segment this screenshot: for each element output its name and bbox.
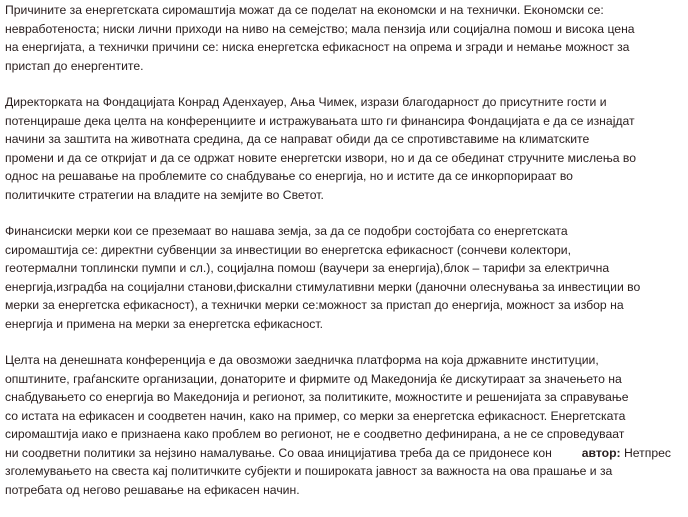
text-line: Финансиски мерки кои се преземаат во нашава земја, за да се подобри состојбата со енергетската (5, 224, 568, 238)
text-line: Целта на денешната конференција е да овозможи заедничка платформа на која државните институции, (5, 353, 599, 367)
text-line: Причините за енергетската сиромаштија можат да се поделат на економски и на технички. Економски се: (5, 3, 604, 17)
text-line: со истата на ефикасен и соодветен начин, како на пример, со мерки за енергетска ефикасност. Енергетската (5, 408, 626, 423)
text-line: промени и да се откријат и да се одржат новите енергетски извори, но и да се обединат стручните мислења во (5, 150, 637, 165)
author-label: автор: (581, 446, 621, 460)
text-line: невработеноста; ниски лични приходи на ниво на семејство; мала пензија или социјална помош и висока цена (5, 21, 635, 36)
text-line: однос на решавање на проблемите со снабдување со енергија, но и истите да се инкорпорираат во (5, 169, 573, 183)
text-line: снабдувањето со енергија во Македонија и регионот, за политиките, можностите и решенијата за справување (5, 390, 629, 404)
text-line: мерки за енергетска ефикасност), а технички мерки се:можност за пристап до енергија, можност за избор на (5, 298, 624, 312)
text-line: ни соодветни политики за нејзино намалување. Со оваа иницијатива треба да се придонесе кон (5, 445, 552, 460)
text-line: сиромаштија иако е признаена како проблем во регионот, не е соодветно дефинирана, а не се спроведуваат (5, 427, 625, 441)
text-line: општините, граѓанските организации, донаторите и фирмите од Македонија ќе дискутираат за значењето на (5, 371, 622, 386)
text-line: пристап до енергентите. (5, 58, 144, 73)
text-line: Директорката на Фондацијата Конрад Аденхауер, Ања Чимек, изрази благодарност до присутните гости и (5, 95, 607, 109)
author-name: Нетпрес (623, 446, 671, 460)
text-line: зголемувањето на свеста кај политичките субјекти и пошироката јавност за важноста на ова прашање и за (5, 464, 613, 478)
text-line: политичките стратегии на владите на земјите во Светот. (5, 187, 324, 202)
text-line: потенцираше дека целта на конференциите и истражувањата што ги финансира Фондацијата е да се изнајдат (5, 113, 635, 128)
paragraph-goal (5, 351, 685, 499)
paragraph-causes (5, 1, 685, 75)
text-line: енергија,изградба на социјални станови,фискални стимулативни мерки (даночни олеснувања за инвестиции во (5, 279, 641, 294)
text-line: геотермални топлински пумпи и сл.), социјална помош (ваучери за енергија),блок – тарифи за електрична (5, 261, 610, 275)
text-line: на енергијата, а технички причини се: ниска енергетска ефикасност на опрема и згради и немање можност за (5, 40, 630, 54)
text-line: потребата од негово решавање на ефикасен начин. (5, 482, 300, 497)
paragraph-director (5, 93, 685, 204)
paragraph-measures (5, 222, 685, 333)
author-credit (582, 444, 671, 462)
text-line: начини за заштита на животната средина, да се направат обиди да се спротивставиме на климатските (5, 132, 590, 146)
article-body (5, 1, 685, 517)
text-line: енергија и примена на мерки за енергетска ефикасност. (5, 316, 323, 331)
text-line: сиромаштија се: директни субвенции за инвестиции во енергетска ефикасност (сончеви колектори, (5, 242, 571, 257)
